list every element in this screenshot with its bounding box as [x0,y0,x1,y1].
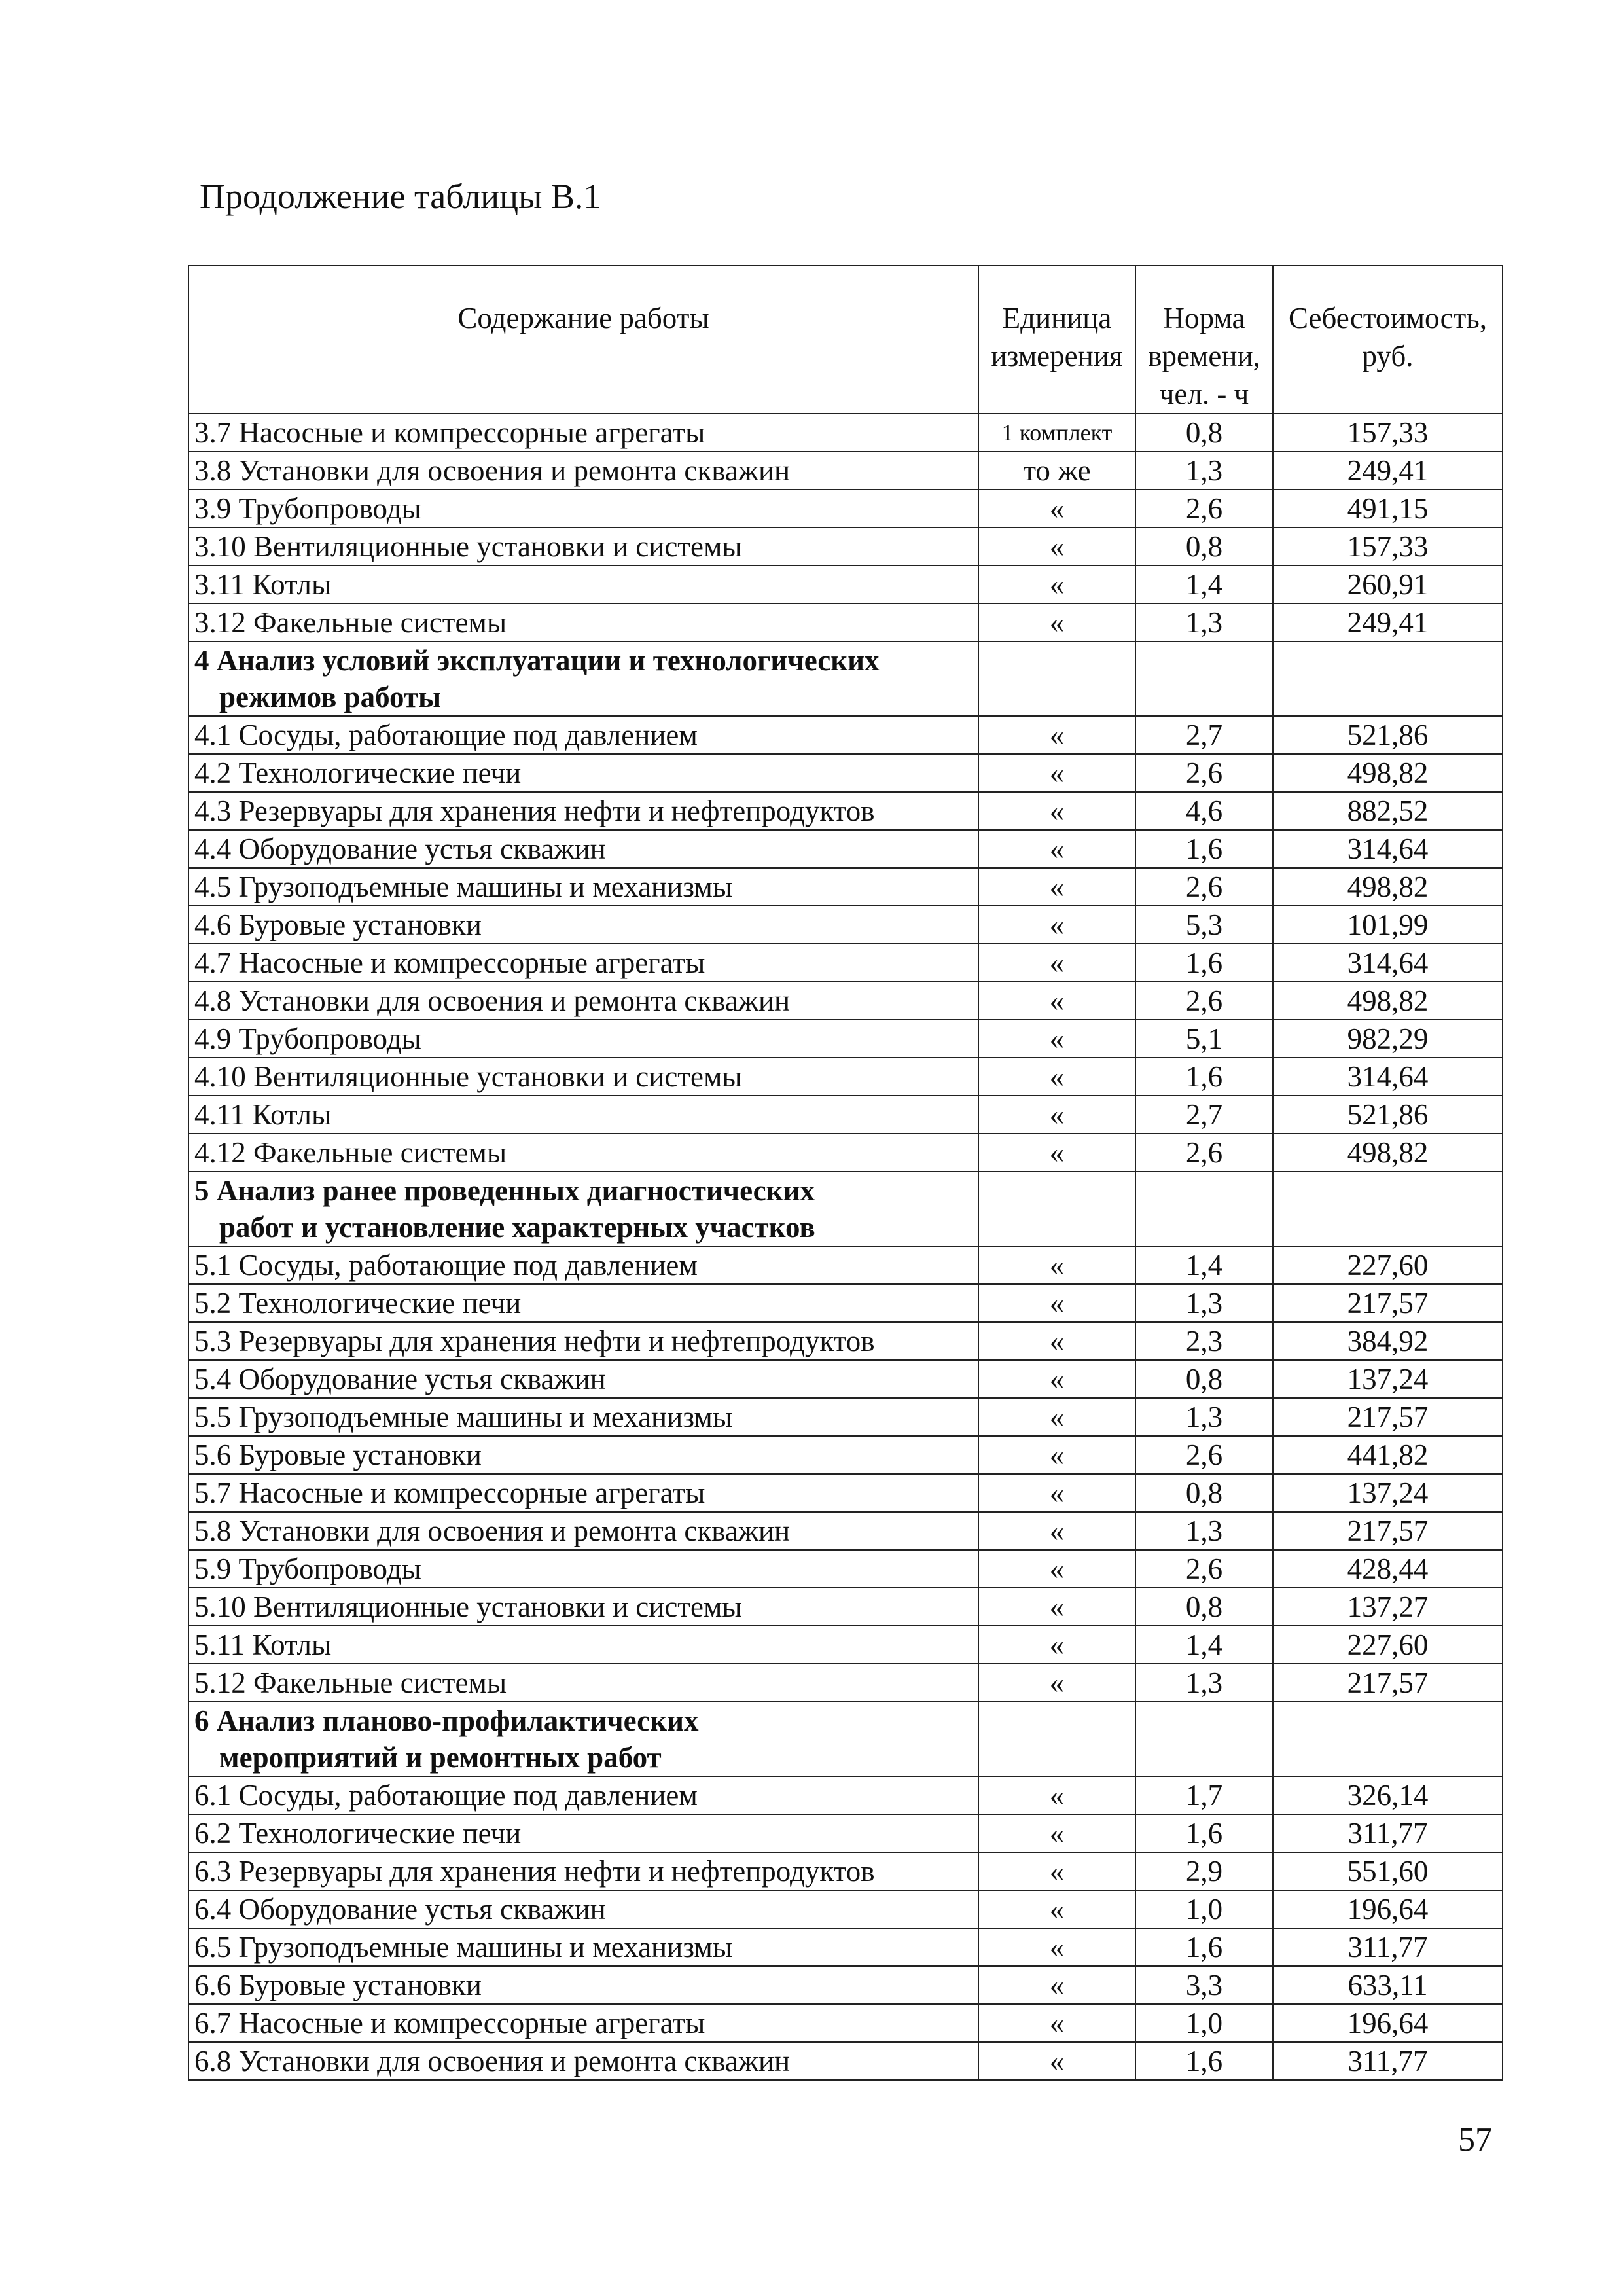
cell-content: 4.1 Сосуды, работающие под давлением [188,716,978,754]
section-row [188,1702,1503,1776]
cell-content: 5.10 Вентиляционные установки и системы [188,1588,978,1626]
cell-unit: « [978,1096,1135,1134]
cell-norm: 2,6 [1135,754,1273,792]
cell-unit: « [978,1284,1135,1322]
section-row [188,641,1503,716]
cell-content: 3.11 Котлы [188,565,978,603]
section-row [188,1172,1503,1246]
cell-norm: 1,6 [1135,1814,1273,1852]
cell-cost: 157,33 [1273,528,1503,565]
section-title-line: работ и установление характерных участков [219,1211,815,1244]
section-title [188,641,978,716]
cell-norm: 1,4 [1135,1246,1273,1284]
cell-norm: 5,3 [1135,906,1273,944]
table-row [188,2004,1503,2042]
cell-norm: 1,6 [1135,2042,1273,2080]
cell-unit: « [978,1436,1135,1474]
cell-unit: « [978,1890,1135,1928]
cell-content: 3.10 Вентиляционные установки и системы [188,528,978,565]
cell-norm: 0,8 [1135,528,1273,565]
header-norm: Норма времени, чел. - ч [1135,266,1273,414]
cell-norm: 1,3 [1135,452,1273,490]
table-row [188,1626,1503,1664]
cell-unit: « [978,1852,1135,1890]
table-row [188,1058,1503,1096]
cell-content: 4.2 Технологические печи [188,754,978,792]
cell-norm: 1,3 [1135,1398,1273,1436]
cell-cost: 217,57 [1273,1512,1503,1550]
empty-cell [978,641,1135,716]
cell-cost: 384,92 [1273,1322,1503,1360]
table-row [188,1474,1503,1512]
cell-unit: « [978,1020,1135,1058]
cell-content: 5.9 Трубопроводы [188,1550,978,1588]
cell-content: 5.6 Буровые установки [188,1436,978,1474]
cell-norm: 2,6 [1135,1134,1273,1172]
cell-cost: 428,44 [1273,1550,1503,1588]
table-row [188,1020,1503,1058]
table-row [188,1322,1503,1360]
table-row [188,982,1503,1020]
cell-cost: 521,86 [1273,1096,1503,1134]
cell-content: 4.11 Котлы [188,1096,978,1134]
cell-content: 3.9 Трубопроводы [188,490,978,528]
cell-cost: 441,82 [1273,1436,1503,1474]
table-row [188,1436,1503,1474]
cell-cost: 311,77 [1273,2042,1503,2080]
cell-unit: « [978,528,1135,565]
cell-unit: « [978,868,1135,906]
cell-content: 5.4 Оборудование устья скважин [188,1360,978,1398]
cell-norm: 1,0 [1135,2004,1273,2042]
cell-content: 6.2 Технологические печи [188,1814,978,1852]
section-title [188,1172,978,1246]
cell-cost: 498,82 [1273,1134,1503,1172]
cell-content: 3.12 Факельные системы [188,603,978,641]
cell-content: 4.3 Резервуары для хранения нефти и нефтепродуктов [188,792,978,830]
table-row [188,1398,1503,1436]
empty-cell [978,1172,1135,1246]
cell-content: 6.7 Насосные и компрессорные агрегаты [188,2004,978,2042]
cell-cost: 227,60 [1273,1246,1503,1284]
cell-cost: 227,60 [1273,1626,1503,1664]
cell-unit: « [978,906,1135,944]
cell-norm: 1,0 [1135,1890,1273,1928]
cell-cost: 314,64 [1273,1058,1503,1096]
cell-content: 5.2 Технологические печи [188,1284,978,1322]
empty-cell [978,1702,1135,1776]
table-row [188,1246,1503,1284]
cell-cost: 217,57 [1273,1664,1503,1702]
cell-norm: 1,6 [1135,830,1273,868]
cell-unit: « [978,1360,1135,1398]
cell-cost: 551,60 [1273,1852,1503,1890]
table-row [188,1360,1503,1398]
cell-cost: 311,77 [1273,1814,1503,1852]
cell-unit: « [978,1058,1135,1096]
cell-content: 5.7 Насосные и компрессорные агрегаты [188,1474,978,1512]
empty-cell [1273,1702,1503,1776]
cell-unit: « [978,1928,1135,1966]
table-row [188,1890,1503,1928]
cell-content: 6.8 Установки для освоения и ремонта скважин [188,2042,978,2080]
cell-cost: 137,24 [1273,1474,1503,1512]
table-row [188,1588,1503,1626]
cell-content: 4.12 Факельные системы [188,1134,978,1172]
cell-unit: « [978,1664,1135,1702]
header-content: Содержание работы [188,266,978,414]
cell-unit: « [978,830,1135,868]
table-row [188,565,1503,603]
cell-content: 5.3 Резервуары для хранения нефти и нефтепродуктов [188,1322,978,1360]
cell-content: 3.8 Установки для освоения и ремонта скважин [188,452,978,490]
table-row [188,603,1503,641]
empty-cell [1135,1172,1273,1246]
cell-norm: 1,6 [1135,1928,1273,1966]
cell-cost: 137,24 [1273,1360,1503,1398]
cell-cost: 314,64 [1273,944,1503,982]
table-row [188,1512,1503,1550]
table-row [188,792,1503,830]
cell-cost: 157,33 [1273,414,1503,452]
table-row [188,1966,1503,2004]
cell-norm: 1,3 [1135,1664,1273,1702]
cell-content: 5.5 Грузоподъемные машины и механизмы [188,1398,978,1436]
cell-norm: 2,7 [1135,1096,1273,1134]
table-row [188,906,1503,944]
cell-unit: « [978,792,1135,830]
cell-norm: 0,8 [1135,414,1273,452]
cell-content: 4.5 Грузоподъемные машины и механизмы [188,868,978,906]
cell-cost: 491,15 [1273,490,1503,528]
table-row [188,414,1503,452]
table-row [188,490,1503,528]
cell-unit: « [978,1626,1135,1664]
cell-norm: 1,4 [1135,1626,1273,1664]
cell-norm: 1,3 [1135,1512,1273,1550]
cell-norm: 1,6 [1135,944,1273,982]
table-row [188,528,1503,565]
cell-cost: 249,41 [1273,452,1503,490]
cell-content: 3.7 Насосные и компрессорные агрегаты [188,414,978,452]
cell-cost: 498,82 [1273,754,1503,792]
cell-content: 5.8 Установки для освоения и ремонта скважин [188,1512,978,1550]
cell-cost: 633,11 [1273,1966,1503,2004]
cell-unit: « [978,1398,1135,1436]
cell-unit: « [978,1134,1135,1172]
cell-unit: 1 комплект [978,414,1135,452]
empty-cell [1273,641,1503,716]
section-title-line: режимов работы [219,681,442,713]
table-row [188,1814,1503,1852]
table-row [188,944,1503,982]
section-title-line: 5 Анализ ранее проведенных диагностических [194,1174,815,1207]
cell-cost: 196,64 [1273,2004,1503,2042]
cell-norm: 1,7 [1135,1776,1273,1814]
cell-content: 4.6 Буровые установки [188,906,978,944]
section-title [188,1702,978,1776]
cell-content: 6.1 Сосуды, работающие под давлением [188,1776,978,1814]
cell-norm: 2,6 [1135,1550,1273,1588]
cell-cost: 882,52 [1273,792,1503,830]
table-row [188,1284,1503,1322]
cell-cost: 498,82 [1273,868,1503,906]
cell-cost: 137,27 [1273,1588,1503,1626]
table-row [188,1134,1503,1172]
cell-norm: 1,6 [1135,1058,1273,1096]
cell-content: 6.3 Резервуары для хранения нефти и нефтепродуктов [188,1852,978,1890]
cell-content: 5.11 Котлы [188,1626,978,1664]
cell-norm: 1,3 [1135,1284,1273,1322]
cell-unit: « [978,565,1135,603]
cell-cost: 196,64 [1273,1890,1503,1928]
cell-norm: 0,8 [1135,1360,1273,1398]
cell-cost: 521,86 [1273,716,1503,754]
table-row [188,716,1503,754]
section-title-line: 4 Анализ условий эксплуатации и технологических [194,644,880,677]
cell-unit: « [978,1322,1135,1360]
cell-norm: 2,6 [1135,868,1273,906]
cell-norm: 2,3 [1135,1322,1273,1360]
cell-unit: « [978,2042,1135,2080]
table-row [188,1550,1503,1588]
cell-content: 5.1 Сосуды, работающие под давлением [188,1246,978,1284]
cell-cost: 311,77 [1273,1928,1503,1966]
cell-unit: « [978,1966,1135,2004]
cell-content: 5.12 Факельные системы [188,1664,978,1702]
empty-cell [1273,1172,1503,1246]
cell-norm: 1,4 [1135,565,1273,603]
cell-unit: « [978,490,1135,528]
cell-unit: « [978,1588,1135,1626]
cell-unit: « [978,1512,1135,1550]
cell-cost: 326,14 [1273,1776,1503,1814]
cell-norm: 4,6 [1135,792,1273,830]
cell-norm: 2,7 [1135,716,1273,754]
cell-content: 4.9 Трубопроводы [188,1020,978,1058]
table-row [188,2042,1503,2080]
table-header-row [188,266,1503,414]
work-cost-table [188,265,1503,2081]
table-row [188,1776,1503,1814]
cell-cost: 498,82 [1273,982,1503,1020]
cell-norm: 0,8 [1135,1474,1273,1512]
header-unit: Единица измерения [978,266,1135,414]
table-row [188,1852,1503,1890]
table-row [188,830,1503,868]
cell-norm: 0,8 [1135,1588,1273,1626]
cell-unit: « [978,944,1135,982]
cell-cost: 982,29 [1273,1020,1503,1058]
cell-content: 6.6 Буровые установки [188,1966,978,2004]
cell-content: 6.5 Грузоподъемные машины и механизмы [188,1928,978,1966]
cell-content: 6.4 Оборудование устья скважин [188,1890,978,1928]
cell-unit: « [978,1814,1135,1852]
cell-unit: « [978,982,1135,1020]
cell-content: 4.8 Установки для освоения и ремонта скважин [188,982,978,1020]
cell-unit: « [978,754,1135,792]
page-number: 57 [1458,2121,1492,2159]
cell-norm: 3,3 [1135,1966,1273,2004]
table-row [188,452,1503,490]
table-row [188,868,1503,906]
empty-cell [1135,641,1273,716]
cell-norm: 2,6 [1135,982,1273,1020]
header-cost: Себестоимость, руб. [1273,266,1503,414]
cell-content: 4.10 Вентиляционные установки и системы [188,1058,978,1096]
cell-cost: 314,64 [1273,830,1503,868]
cell-unit: « [978,1550,1135,1588]
table-row [188,1928,1503,1966]
cell-content: 4.4 Оборудование устья скважин [188,830,978,868]
cell-content: 4.7 Насосные и компрессорные агрегаты [188,944,978,982]
cell-norm: 2,9 [1135,1852,1273,1890]
table-row [188,1664,1503,1702]
cell-cost: 260,91 [1273,565,1503,603]
table-body [188,414,1503,2080]
cell-unit: « [978,1246,1135,1284]
table-row [188,1096,1503,1134]
cell-unit: « [978,1776,1135,1814]
cell-unit: « [978,716,1135,754]
section-title-line: 6 Анализ планово-профилактических [194,1704,699,1737]
cell-cost: 101,99 [1273,906,1503,944]
cell-cost: 217,57 [1273,1284,1503,1322]
cell-unit: « [978,2004,1135,2042]
cell-cost: 249,41 [1273,603,1503,641]
cell-norm: 2,6 [1135,1436,1273,1474]
cell-cost: 217,57 [1273,1398,1503,1436]
cell-norm: 2,6 [1135,490,1273,528]
cell-unit: « [978,1474,1135,1512]
empty-cell [1135,1702,1273,1776]
cell-unit: то же [978,452,1135,490]
cell-norm: 5,1 [1135,1020,1273,1058]
section-title-line: мероприятий и ремонтных работ [219,1741,662,1774]
cell-norm: 1,3 [1135,603,1273,641]
table-caption: Продолжение таблицы В.1 [200,177,601,216]
cell-unit: « [978,603,1135,641]
table-row [188,754,1503,792]
